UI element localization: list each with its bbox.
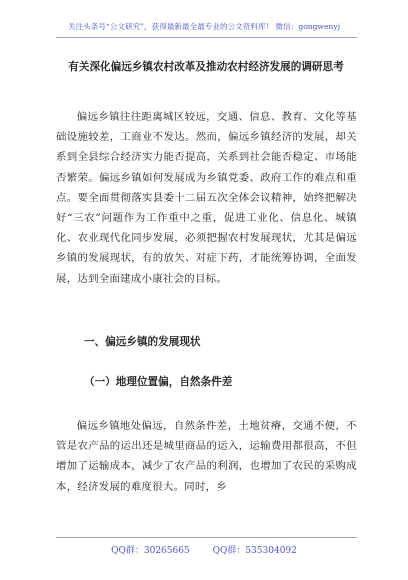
header-divider (56, 37, 357, 38)
document-title: 有关深化偏远乡镇农村改革及推动农村经济发展的调研思考 (68, 61, 344, 73)
footer-qq-group-2: QQ群：535304092 (212, 546, 297, 556)
header-banner: 关注头条号“公文研究”，获得最新最全最专业的公文资料库！ 微信：gongwenyj (67, 22, 341, 31)
subsection-heading: （一）地理位置偏，自然条件差 (84, 376, 233, 388)
section-heading: 一、偏远乡镇的发展现状 (84, 336, 201, 348)
footer-qq-group-1: QQ群：30265665 (111, 546, 190, 556)
footer-divider (56, 537, 357, 538)
body-paragraph-1: 偏远乡镇往往距离城区较远，交通、信息、教育、文化等基础设施较差，工商业不发达。然而，偏远乡镇经济的发展，却关系到全县综合经济实力能否提高，关系到社会能否稳定、市场能否繁荣。偏远乡镇如何发展成为乡镇党委、政府工作的难点和重点。要全面贯彻落实县委十二届五次全体会议精神，始终把解决好“三农”问题作为工作重中之重，促进工业化、信息化、城镇化、农业现代化同步发展，必须把握农村发展现状，尤其是偏远乡镇的发展现状，有的放矢、对症下药，才能统筹协调，全面发展，达到全面建成小康社会的目标。 (56, 111, 357, 285)
body-paragraph-2: 偏远乡镇地处偏远，自然条件差，土地贫瘠，交通不便，不管是农产品的运出还是城里商品的运入，运输费用都很高，不但增加了运输成本，减少了农产品的利润，也增加了农民的采购成本，经济发展的难度很大。同时，乡 (56, 420, 357, 493)
footer (0, 543, 408, 556)
